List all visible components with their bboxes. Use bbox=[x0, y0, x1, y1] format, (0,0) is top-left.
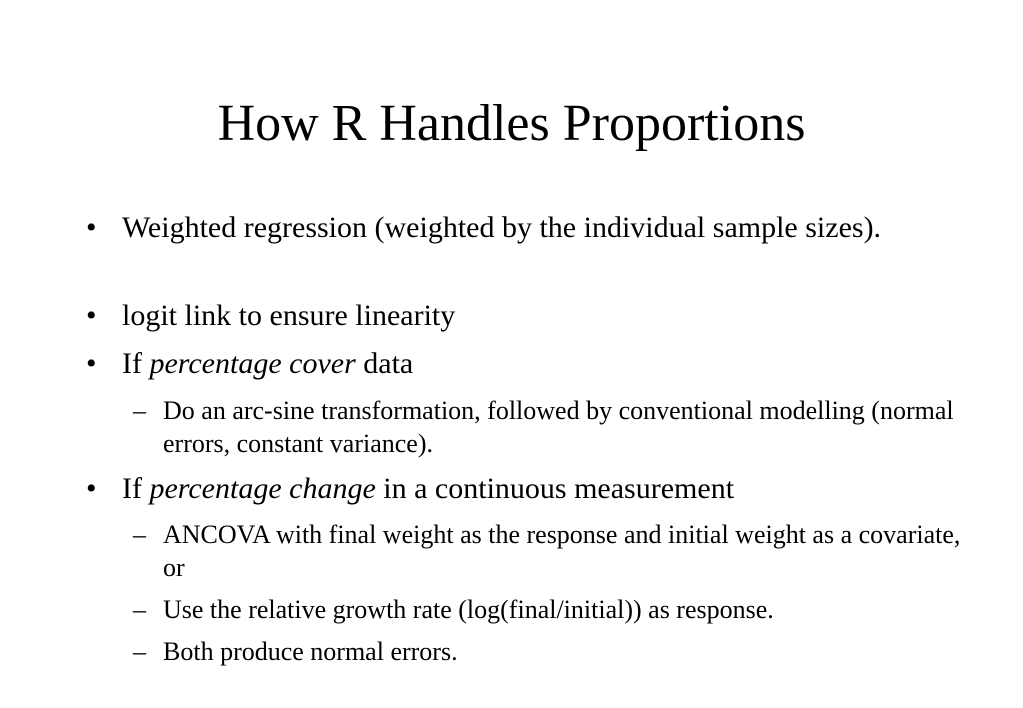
sub-bullet-marker: – bbox=[133, 637, 146, 666]
bullet-marker: • bbox=[86, 347, 97, 380]
sub-bullet-marker: – bbox=[133, 396, 146, 425]
sub-bullet-normal-errors bbox=[133, 635, 963, 668]
sub-bullet-relative-growth-rate bbox=[133, 593, 963, 626]
sub-bullet-text: Do an arc-sine transformation, followed by conventional modelling (normal errors, constant variance). bbox=[163, 396, 954, 458]
bullet-text-suffix: data bbox=[355, 347, 414, 380]
sub-bullet-text: Use the relative growth rate (log(final/initial)) as response. bbox=[163, 595, 774, 624]
sub-bullet-text: Both produce normal errors. bbox=[163, 637, 458, 666]
slide-title: How R Handles Proportions bbox=[217, 95, 806, 152]
bullet-marker: • bbox=[86, 472, 97, 505]
sub-bullet-marker: – bbox=[133, 595, 146, 624]
sub-bullet-marker: – bbox=[133, 520, 146, 549]
sub-bullet-ancova bbox=[133, 518, 963, 584]
bullet-text-prefix: If bbox=[122, 347, 150, 380]
bullet-text: Weighted regression (weighted by the individual sample sizes). bbox=[122, 211, 882, 244]
bullet-text-suffix: in a continuous measurement bbox=[375, 472, 735, 505]
bullet-text-emphasis: percentage cover bbox=[149, 347, 356, 380]
bullet-marker: • bbox=[86, 299, 97, 332]
bullet-item-percentage-cover bbox=[86, 346, 942, 382]
bullet-text-emphasis: percentage change bbox=[149, 472, 376, 505]
bullet-item-percentage-change bbox=[86, 471, 942, 507]
bullet-item-weighted-regression bbox=[86, 210, 942, 246]
sub-bullet-arc-sine bbox=[133, 394, 963, 460]
bullet-text: logit link to ensure linearity bbox=[122, 299, 456, 332]
bullet-marker: • bbox=[86, 211, 97, 244]
bullet-text-prefix: If bbox=[122, 472, 150, 505]
bullet-item-logit-link bbox=[86, 298, 942, 334]
sub-bullet-text: ANCOVA with final weight as the response and initial weight as a covariate, or bbox=[163, 520, 961, 582]
